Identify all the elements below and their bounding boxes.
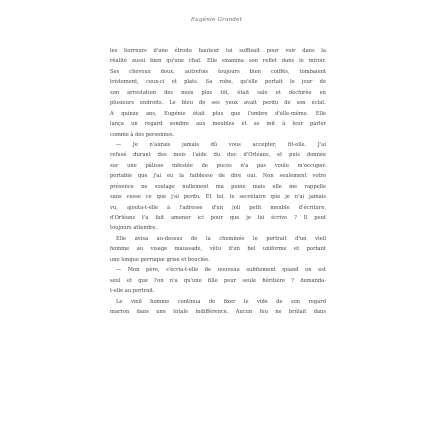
text-line: t-elle au portrait. — [110, 288, 155, 295]
text-line: A quinze ans, Eugénie était plus que l'ombre d'elle-même. Elle — [110, 110, 326, 117]
running-head: Eugénie Grandet — [190, 17, 243, 23]
text-line: Le vieil homme continua de fixer le vide de son regard — [116, 298, 326, 305]
text-line: tristement, ceux-ci et plats. Sa robe, qu'elle portait le jour de — [110, 79, 326, 86]
text-line: son arrestation des mois plus tôt, était sale et déchirée en — [110, 89, 326, 96]
text-line: sur une pâlisse infestée de puces n'a pas voulu m'occuper. — [110, 162, 326, 169]
text-line: comme à des personnes. — [110, 131, 175, 138]
text-line: présence ne soulage nullement ma peine mais elle me rappelle — [110, 183, 326, 190]
text-line: refusé durant des mois l'aide du duc d'Orléans, et puis donnée — [110, 152, 326, 159]
text-line: toujours attendre. — [110, 225, 158, 232]
text-line: réalité aussi bien qu'une chat. Elle examina son reflet dans le miroir. — [110, 58, 326, 65]
text-line: — Mon père, s'écria-t-elle de nouveau subitement quand on est — [116, 267, 326, 274]
text-line: seul et que l'on n'a qu'une fille pour seule héritière ? demanda- — [110, 277, 326, 284]
text-line: d'Orléans t'a fait amener ici pour que je lui écrive ? Il peut — [110, 215, 326, 221]
body-text — [110, 46, 326, 317]
text-line: homme au visage maussade, vêtu d'un bel uniforme et portant — [110, 246, 326, 253]
text-line: plusieurs endroits. Le bleu de ses yeux avait perdu de son éclat. — [110, 100, 326, 107]
text-line: marron dans une totale indifférence. Aucun feu ne brûlait dans — [110, 308, 326, 315]
text-line: portable que j'ai eu la faiblesse de dire oui. Non seulement votre — [110, 173, 326, 180]
text-line: — Je n'aurais jamais dû vous accepter, fit-elle. J'ai — [116, 141, 326, 148]
text-line: lança un regard sombre aux meubles et se mit à leur parler — [110, 121, 326, 128]
text-line: Ses cheveux doux, autrefois toujours bien coiffés, tombaient — [110, 68, 326, 75]
text-line: Elle avisa au-dessus de la cheminée le portrait d'un vieil — [116, 235, 326, 242]
text-line: sans cesse ce que j'ai perdu. Et toi, le secrétaire que je n'ai jamais — [110, 194, 326, 201]
text-line: une longue perruque grise et bouclée. — [110, 256, 210, 263]
text-line: les horreurs d'une étroite hauteur lui suffisait pour voir dans la — [110, 48, 326, 54]
text-line: vu, ajouta-t-elle à l'adresse d'un joli petit meuble d'écriture, — [110, 204, 326, 211]
